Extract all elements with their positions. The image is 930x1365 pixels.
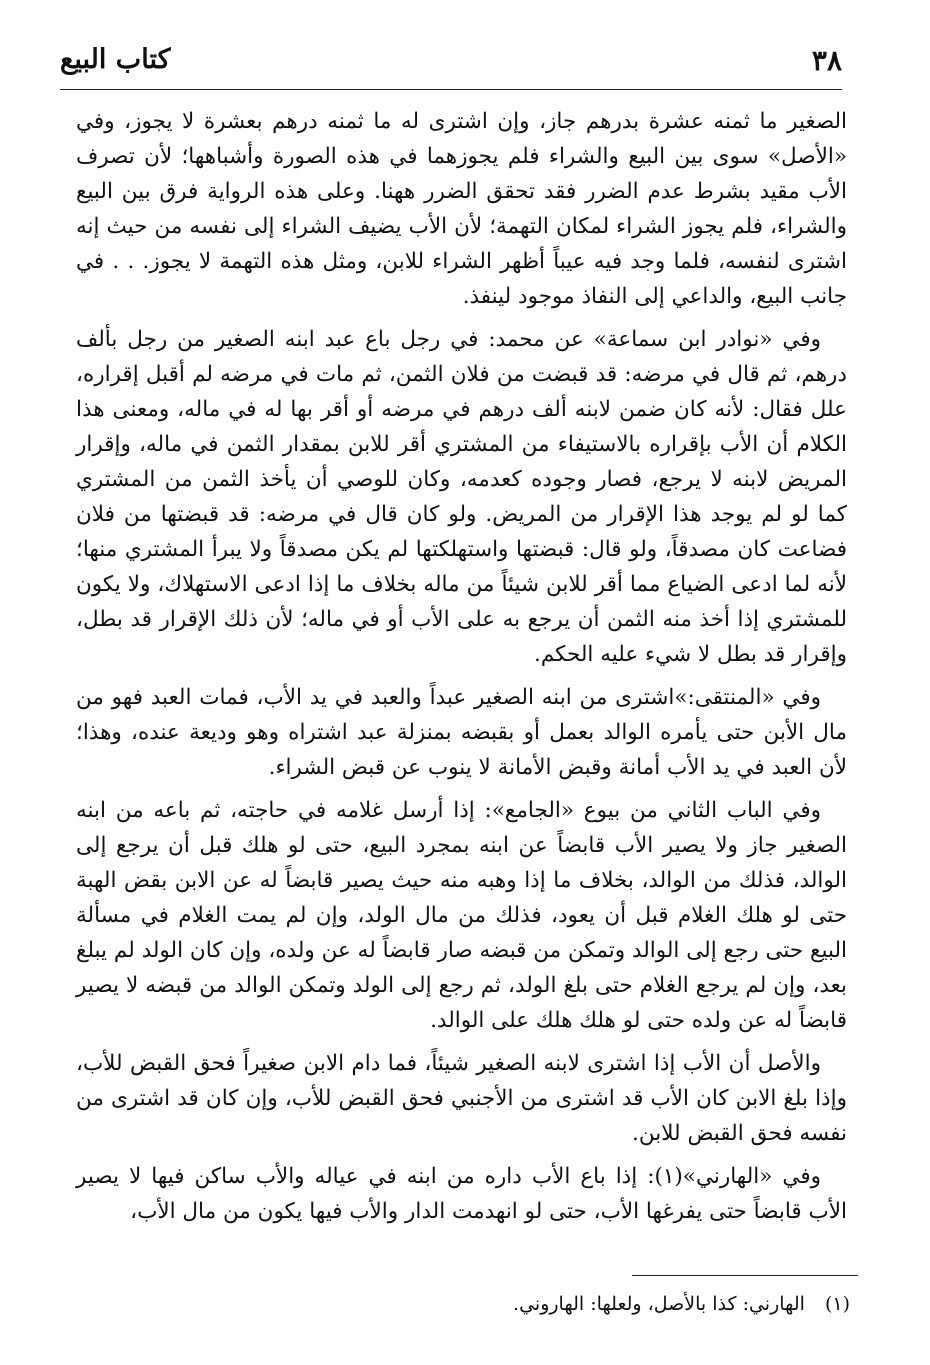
paragraph: والأصل أن الأب إذا اشترى لابنه الصغير شيئاً، فما دام الابن صغيراً فحق القبض للأب، وإذا بلغ الابن كان الأب قد اشترى من الأجنبي فحق القبض للأب، وإن كان قد اشترى من نفسه فحق القبض للابن. bbox=[76, 1051, 847, 1146]
paragraph: وفي «نوادر ابن سماعة» عن محمد: في رجل باع عبد ابنه الصغير من رجل بألف درهم، ثم قال في مرضه: قد قبضت من فلان الثمن، ثم مات في مرضه لم أقبل إقراره، علل فقال: لأنه كان ضمن لابنه ألف درهم في مرضه أو أقر بها له في ماله، ومعنى هذا الكلام أن الأب بإقراره بالاستيفاء من المشتري أقر للابن بمقدار الثمن في ماله، وإقرار المريض لابنه لا يرجع، فصار وجوده كعدمه، وكان للوصي أن يأخذ الثمن من المشتري كما لو لم يوجد هذا الإقرار من المريض. ولو كان قال في مرضه: قد قبضتها من فلان فضاعت كان مصدقاً، ولو قال: قبضتها واستهلكتها لم يكن مصدقاً ولا يبرأ المشتري منها؛ لأنه لما ادعى الضياع مما أقر للابن شيئاً من ماله بخلاف ما إذا ادعى الاستهلاك، ولا يكون للمشتري إذا أخذ منه الثمن أن يرجع به على الأب أو في ماله؛ لأن ذلك الإقرار قد بطل، وإقرار قد بطل لا شيء عليه الحكم. bbox=[76, 327, 847, 667]
paragraph: وفي «المنتقى:»اشترى من ابنه الصغير عبداً والعبد في يد الأب، فمات العبد فهو من مال الأبن حتى يأمره الوالد بعمل أو بقبضه بمنزلة عبد اشتراه وهو وديعة عنده، وهذا؛ لأن العبد في يد الأب أمانة وقبض الأمانة لا ينوب عن قبض الشراء. bbox=[76, 685, 847, 780]
footnote-text: الهارني: كذا بالأصل، ولعلها: الهاروني. bbox=[513, 1293, 805, 1315]
footnote-rule bbox=[632, 1275, 858, 1276]
body-text bbox=[76, 104, 847, 1237]
paragraph: وفي «الهارني»(١): إذا باع الأب داره من ابنه في عياله والأب ساكن فيها لا يصير الأب قابضاً حتى يفرغها الأب، حتى لو انهدمت الدار والأب فيها يكون من مال الأب، bbox=[76, 1164, 847, 1224]
book-title: كتاب البيع bbox=[60, 44, 171, 75]
footnote bbox=[513, 1290, 850, 1318]
header-rule bbox=[60, 89, 842, 90]
page-number: ٣٨ bbox=[811, 44, 842, 77]
footnote-marker: (١) bbox=[824, 1293, 850, 1315]
paragraph: وفي الباب الثاني من بيوع «الجامع»: إذا أرسل غلامه في حاجته، ثم باعه من ابنه الصغير جاز ولا يصير الأب قابضاً عن ابنه بمجرد البيع، حتى لو هلك قبل أن يرجع إلى الوالد، فذلك من الوالد، بخلاف ما إذا وهبه منه حيث يصير قابضاً له عن الابن بقض الهبة حتى لو هلك الغلام قبل أن يعود، فذلك من مال الولد، وإن لم يمت الغلام في مسألة البيع حتى رجع إلى الوالد وتمكن من قبضه صار قابضاً له عن ولده، وإن كان الولد لم يبلغ بعد، وإن لم يرجع الغلام حتى بلغ الولد، ثم رجع إلى الولد وتمكن الوالد من قبضه لا يصير قابضاً له عن ولده حتى لو هلك هلك على الوالد. bbox=[76, 798, 847, 1033]
paragraph: الصغير ما ثمنه عشرة بدرهم جاز، وإن اشترى له ما ثمنه درهم بعشرة لا يجوز، وفي «الأصل» سوى بين البيع والشراء فلم يجوزهما في هذه الصورة وأشباهها؛ لأن تصرف الأب مقيد بشرط عدم الضرر فقد تحقق الضرر ههنا. وعلى هذه الرواية فرق بين البيع والشراء، فلم يجوز الشراء لمكان التهمة؛ لأن الأب يضيف الشراء إلى نفسه من حيث إنه اشترى لنفسه، فلما وجد فيه عيباً أظهر الشراء للابن، ومثل هذه التهمة لا يجوز. . . في جانب البيع، والداعي إلى النفاذ موجود لينفذ. bbox=[76, 109, 847, 309]
page-header bbox=[60, 44, 842, 84]
